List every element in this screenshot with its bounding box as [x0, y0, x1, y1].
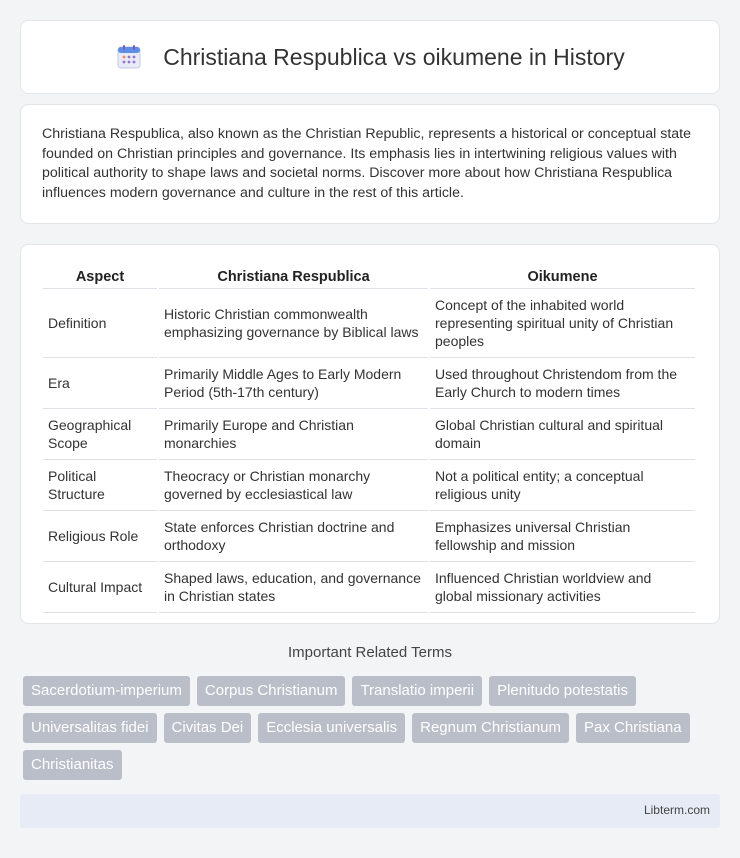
comparison-table: [41, 263, 697, 613]
table-row: [43, 409, 695, 460]
intro-card: [20, 104, 720, 224]
table-row: [43, 460, 695, 511]
row-christiana-respublica: Shaped laws, education, and governance in Christian states: [159, 562, 428, 613]
row-oikumene: Not a political entity; a conceptual religious unity: [430, 460, 695, 511]
related-term-tag[interactable]: Corpus Christianum: [197, 676, 346, 706]
row-aspect: Definition: [43, 289, 157, 358]
column-header-oikumene: Oikumene: [430, 263, 695, 289]
related-term-tag[interactable]: Pax Christiana: [576, 713, 690, 743]
row-christiana-respublica: Theocracy or Christian monarchy governed by ecclesiastical law: [159, 460, 428, 511]
title-card: [20, 20, 720, 94]
row-aspect: Political Structure: [43, 460, 157, 511]
calendar-icon: [115, 43, 143, 71]
row-aspect: Religious Role: [43, 511, 157, 562]
row-christiana-respublica: Primarily Europe and Christian monarchies: [159, 409, 428, 460]
site-link[interactable]: Libterm.com: [643, 803, 710, 817]
table-row: [43, 511, 695, 562]
row-christiana-respublica: Primarily Middle Ages to Early Modern Period (5th-17th century): [159, 358, 428, 409]
column-header-christiana-respublica: Christiana Respublica: [159, 263, 428, 289]
related-term-tag[interactable]: Universalitas fidei: [23, 713, 157, 743]
row-oikumene: Emphasizes universal Christian fellowship and mission: [430, 511, 695, 562]
table-row: [43, 358, 695, 409]
footer: [20, 794, 720, 828]
table-row: [43, 562, 695, 613]
row-christiana-respublica: Historic Christian commonwealth emphasizing governance by Biblical laws: [159, 289, 428, 358]
related-terms-heading: Important Related Terms: [288, 644, 452, 661]
row-oikumene: Concept of the inhabited world representing spiritual unity of Christian peoples: [430, 289, 695, 358]
page-title: Christiana Respublica vs oikumene in History: [163, 43, 625, 70]
table-row: [43, 289, 695, 358]
row-oikumene: Used throughout Christendom from the Early Church to modern times: [430, 358, 695, 409]
row-christiana-respublica: State enforces Christian doctrine and orthodoxy: [159, 511, 428, 562]
related-term-tag[interactable]: Translatio imperii: [352, 676, 482, 706]
related-term-tag[interactable]: Regnum Christianum: [412, 713, 569, 743]
comparison-card: [20, 244, 720, 624]
row-oikumene: Influenced Christian worldview and global missionary activities: [430, 562, 695, 613]
related-term-tag[interactable]: Plenitudo potestatis: [489, 676, 636, 706]
column-header-aspect: Aspect: [43, 263, 157, 289]
intro-paragraph: Christiana Respublica, also known as the Christian Republic, represents a historical or conceptual state founded on Christian principles and governance. Its emphasis lies in intertwining religious values with political authority to shape laws and societal norms. Discover more about how Christiana Respublica influences modern governance and culture in the rest of this article.: [42, 126, 692, 201]
related-term-tag[interactable]: Ecclesia universalis: [258, 713, 405, 743]
row-aspect: Geographical Scope: [43, 409, 157, 460]
related-term-tag[interactable]: Christianitas: [23, 750, 122, 780]
related-term-tag[interactable]: Civitas Dei: [164, 713, 252, 743]
row-oikumene: Global Christian cultural and spiritual domain: [430, 409, 695, 460]
related-terms-list: [23, 676, 723, 787]
row-aspect: Era: [43, 358, 157, 409]
table-header-row: [43, 263, 695, 289]
related-term-tag[interactable]: Sacerdotium-imperium: [23, 676, 190, 706]
row-aspect: Cultural Impact: [43, 562, 157, 613]
